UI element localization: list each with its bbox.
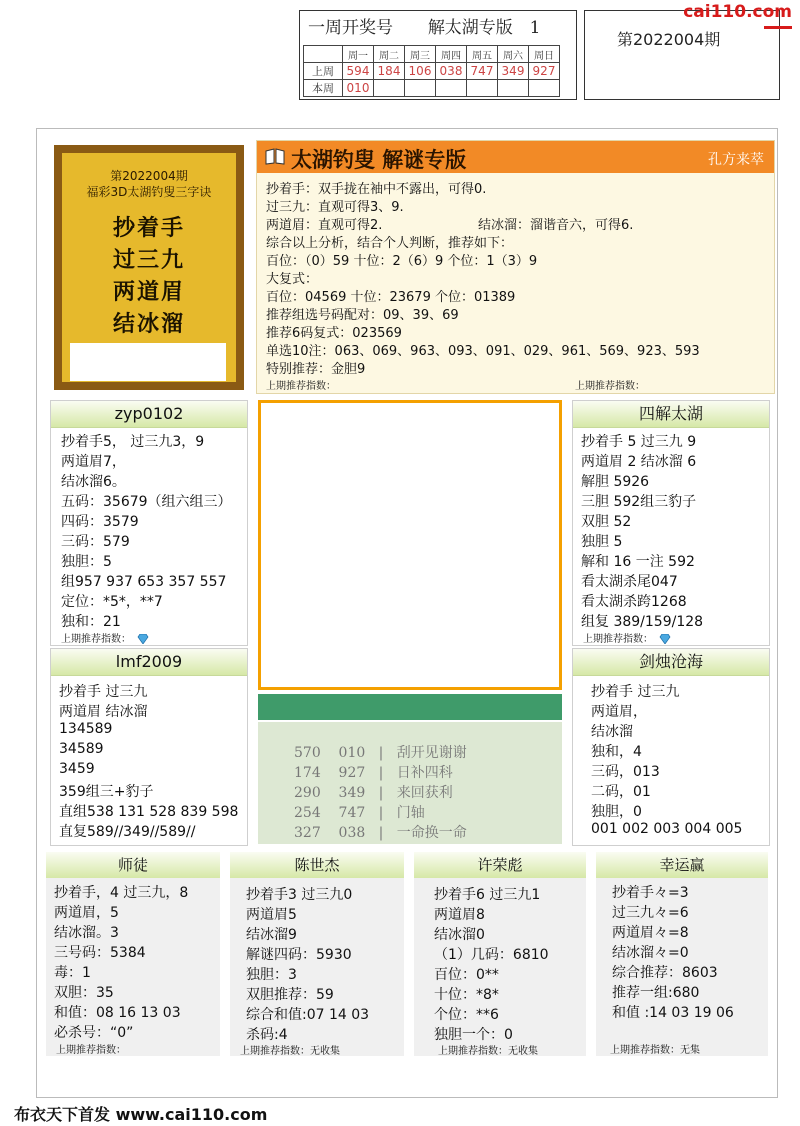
week-table-header [304, 46, 560, 63]
expert-footer-label: 上期推荐指数： [61, 634, 131, 645]
bottom-line: 和值 :14 03 19 06 [612, 1005, 734, 1021]
week-title: 一周开奖号 [308, 18, 393, 38]
riddle-card [54, 145, 244, 390]
bottom-box-xurongbiao [414, 852, 586, 1056]
bottom-line: 和值：08 16 13 03 [54, 1005, 181, 1021]
expert-line: 两道眉7， [61, 454, 126, 470]
riddle-subtitle: 福彩3D太湖钓叟三字诀 [86, 185, 212, 199]
bottom-line: 结冰溜9 [246, 927, 297, 943]
history-row: 174 927 | 日补四科 [294, 765, 453, 781]
expert-line: 结冰溜 [591, 724, 633, 740]
bottom-box-title: 许荣彪 [414, 852, 586, 878]
draw-number: 184 [374, 63, 405, 80]
bottom-line: （1）几码：6810 [434, 947, 549, 963]
this-week-label: 本周 [304, 80, 343, 97]
analysis-author: 孔方来萃 [708, 152, 764, 168]
expert-line: 359组三+豹子 [59, 784, 154, 800]
riddle-line: 过三九 [112, 247, 185, 273]
day-header: 周五 [467, 46, 498, 63]
center-divider-bar [258, 694, 562, 720]
bottom-line: 独胆一个：0 [434, 1027, 513, 1043]
week-results-box [299, 10, 577, 100]
bottom-line: 两道眉5 [246, 907, 297, 923]
blank-pad [70, 343, 226, 381]
expert-box-title: 剑烛沧海 [573, 649, 769, 676]
bottom-line: 两道眉々=8 [612, 925, 689, 941]
bottom-box-title: 陈世杰 [230, 852, 404, 878]
history-row: 254 747 | 门轴 [294, 805, 425, 821]
week-title-row [308, 13, 540, 38]
expert-line: 两道眉， [591, 704, 647, 720]
expert-line: 看太湖杀尾047 [581, 574, 678, 590]
expert-line: 三码，013 [591, 764, 660, 780]
footer-banner: 布衣天下首发 www.cai110.com [14, 1105, 268, 1124]
expert-line: 结冰溜6。 [61, 474, 126, 490]
draw-number: 106 [405, 63, 436, 80]
bottom-line: 抄着手3 过三九0 [246, 887, 353, 903]
expert-line: 组复 389/159/128 [581, 614, 704, 630]
center-image-frame [258, 400, 562, 690]
analysis-footer-right: 上期推荐指数： [575, 381, 645, 392]
bottom-box-chenshijie [230, 852, 404, 1056]
analysis-line: 百位：04569 十位：23679 个位：01389 [266, 290, 516, 305]
expert-box-title: lmf2009 [51, 649, 247, 676]
expert-line: 解和 16 一注 592 [581, 554, 695, 570]
history-row: 570 010 | 刮开见谢谢 [294, 745, 467, 761]
expert-footer [583, 630, 671, 645]
expert-box-zyp0102 [50, 400, 248, 646]
analysis-line: 过三九：直观可得3、9. [266, 200, 404, 215]
expert-box-jianzhucanghai [572, 648, 770, 846]
expert-footer-label: 上期推荐指数： [583, 634, 653, 645]
expert-footer [61, 630, 149, 645]
bottom-line: 三号码：5384 [54, 945, 146, 961]
bottom-line: 双胆推荐：59 [246, 987, 334, 1003]
bottom-line: 毒：1 [54, 965, 91, 981]
bottom-line: 百位：0** [434, 967, 499, 983]
bottom-box-xingyunying [596, 852, 768, 1056]
expert-line: 独胆：5 [61, 554, 112, 570]
expert-box-title: 四解太湖 [573, 401, 769, 428]
expert-line: 看太湖杀跨1268 [581, 594, 687, 610]
period-box [584, 10, 780, 100]
diamond-icon [659, 634, 671, 644]
history-box [258, 722, 562, 844]
bottom-line: 综合推荐：8603 [612, 965, 718, 981]
bottom-box-shitu [46, 852, 220, 1056]
expert-line: 直复589//349//589// [59, 824, 196, 840]
expert-line: 两道眉 2 结冰溜 6 [581, 454, 697, 470]
expert-line: 双胆 52 [581, 514, 632, 530]
bottom-line: 抄着手6 过三九1 [434, 887, 541, 903]
day-header: 周三 [405, 46, 436, 63]
bottom-line: 结冰溜。3 [54, 925, 119, 941]
expert-line: 独胆，0 [591, 804, 642, 820]
expert-line: 直组538 131 528 839 598 [59, 804, 239, 820]
bottom-line: 抄着手々=3 [612, 885, 689, 901]
analysis-line: 单选10注：063、069、963、093、091、029、961、569、923、593 [266, 344, 700, 359]
expert-line: 二码，01 [591, 784, 651, 800]
expert-line: 抄着手 过三九 [59, 684, 148, 700]
history-row: 327 038 | 一命换一命 [294, 825, 467, 841]
bottom-line: 十位：*8* [434, 987, 499, 1003]
expert-line: 抄着手 过三九 [591, 684, 680, 700]
analysis-footer-left: 上期推荐指数： [266, 381, 336, 392]
day-header: 周一 [343, 46, 374, 63]
bottom-line: 两道眉8 [434, 907, 485, 923]
draw-number: 038 [436, 63, 467, 80]
bottom-line: 结冰溜々=0 [612, 945, 689, 961]
edition-title: 解太湖专版 [427, 18, 513, 38]
expert-line: 独和，4 [591, 744, 642, 760]
draw-number: 747 [467, 63, 498, 80]
expert-box-title: zyp0102 [51, 401, 247, 428]
expert-line: 三胆 592组三豹子 [581, 494, 697, 510]
bottom-box-title: 师徒 [46, 852, 220, 878]
analysis-line: 大复式： [266, 272, 319, 287]
this-week-row [304, 80, 560, 97]
bottom-line: 双胆：35 [54, 985, 114, 1001]
day-header: 周六 [498, 46, 529, 63]
week-table [303, 45, 560, 97]
expert-box-sijietaihu [572, 400, 770, 646]
bottom-line: 抄着手，4 过三九，8 [54, 885, 189, 901]
expert-line: 34589 [59, 741, 104, 757]
bottom-line: 解谜四码：5930 [246, 947, 352, 963]
draw-number: 927 [529, 63, 560, 80]
analysis-line: 推荐组选号码配对：09、39、69 [266, 308, 459, 323]
bottom-line: 必杀号：“0” [54, 1025, 134, 1041]
expert-line: 四码：3579 [61, 514, 139, 530]
riddle-line: 结冰溜 [112, 311, 185, 337]
bottom-footer: 上期推荐指数： [56, 1045, 126, 1056]
bottom-footer: 上期推荐指数：无收集 [438, 1046, 538, 1057]
bottom-line: 综合和值:07 14 03 [246, 1007, 370, 1023]
draw-number: 349 [498, 63, 529, 80]
analysis-line-right: 结冰溜：溜谐音六，可得6. [478, 218, 634, 233]
analysis-title: 太湖钓叟 解谜专版 [291, 147, 467, 172]
expert-line: 解胆 5926 [581, 474, 650, 490]
riddle-period: 第2022004期 [110, 169, 188, 183]
bottom-box-title: 幸运赢 [596, 852, 768, 878]
riddle-line: 抄着手 [112, 215, 185, 241]
expert-box-lmf2009 [50, 648, 248, 846]
history-row: 290 349 | 来回获利 [294, 785, 453, 801]
site-underline [764, 26, 792, 29]
last-week-label: 上周 [304, 63, 343, 80]
draw-number: 594 [343, 63, 374, 80]
draw-number: 010 [343, 80, 374, 97]
analysis-line: 推荐6码复式：023569 [266, 326, 402, 341]
analysis-line: 百位：（0）59 十位：2（6）9 个位：1（3）9 [266, 254, 538, 269]
bottom-line: 杀码:4 [246, 1027, 288, 1043]
day-header: 周日 [529, 46, 560, 63]
expert-line: 组957 937 653 357 557 [61, 574, 227, 590]
analysis-line: 抄着手：双手拢在袖中不露出，可得0. [266, 182, 487, 197]
expert-line: 两道眉 结冰溜 [59, 704, 148, 720]
expert-line: 3459 [59, 761, 95, 777]
analysis-line: 特别推荐：金胆9 [266, 362, 366, 377]
expert-line: 独和：21 [61, 614, 121, 630]
expert-line: 定位：*5*，**7 [61, 594, 163, 610]
expert-line: 001 002 003 004 005 [591, 821, 743, 837]
expert-line: 抄着手5， 过三九3，9 [61, 434, 205, 450]
bottom-line: 独胆：3 [246, 967, 297, 983]
bottom-line: 推荐一组:680 [612, 985, 700, 1001]
bottom-footer: 上期推荐指数：无收集 [240, 1046, 340, 1057]
book-icon [265, 147, 285, 165]
expert-line: 三码：579 [61, 534, 130, 550]
analysis-line: 两道眉：直观可得2. [266, 218, 383, 233]
site-watermark: cai110.com [683, 2, 792, 22]
bottom-line: 结冰溜0 [434, 927, 485, 943]
analysis-panel [256, 140, 775, 394]
edition-number: 1 [529, 18, 541, 38]
analysis-line: 综合以上分析，结合个人判断，推荐如下： [266, 236, 514, 251]
period-label: 第2022004期 [617, 30, 721, 49]
expert-line: 134589 [59, 721, 113, 737]
bottom-line: 过三九々=6 [612, 905, 689, 921]
last-week-row [304, 63, 560, 80]
bottom-footer: 上期推荐指数：无集 [610, 1045, 700, 1056]
day-header: 周二 [374, 46, 405, 63]
bottom-line: 个位：**6 [434, 1007, 499, 1023]
diamond-icon [137, 634, 149, 644]
expert-line: 抄着手 5 过三九 9 [581, 434, 697, 450]
analysis-title-bar [257, 141, 774, 173]
day-header: 周四 [436, 46, 467, 63]
bottom-line: 两道眉，5 [54, 905, 119, 921]
riddle-line: 两道眉 [112, 279, 185, 305]
expert-line: 五码：35679（组六组三） [61, 494, 232, 510]
expert-line: 独胆 5 [581, 534, 623, 550]
center-image [261, 403, 559, 687]
